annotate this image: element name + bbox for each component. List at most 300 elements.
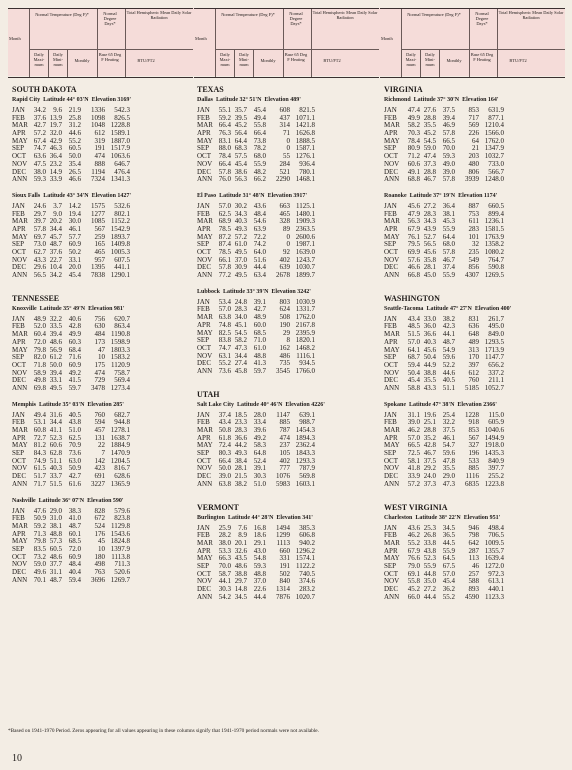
cell-solar-radiation: 1248.0 bbox=[484, 175, 504, 184]
cell-daily-max: 72.0 bbox=[33, 337, 46, 346]
cell-heating-degree-days: 92 bbox=[283, 248, 290, 256]
cell-daily-max: 57.0 bbox=[407, 337, 420, 346]
cell-daily-max: 88.0 bbox=[218, 144, 231, 153]
station-table bbox=[197, 412, 375, 489]
cell-heating-degree-days: 165 bbox=[94, 240, 105, 249]
header-normal-degree-days: Normal Degree Days* bbox=[475, 11, 489, 26]
station-name: Memphis bbox=[12, 401, 36, 408]
cell-monthly: 60.3 bbox=[68, 337, 81, 346]
cell-daily-max: 83.5 bbox=[33, 544, 46, 553]
cell-monthly: 74.2 bbox=[253, 240, 266, 249]
cell-solar-radiation: 1030.7 bbox=[295, 263, 315, 272]
cell-daily-max: 58.8 bbox=[407, 383, 420, 392]
cell-heating-degree-days: 259 bbox=[94, 232, 105, 241]
table-row bbox=[12, 577, 190, 585]
cell-daily-min: 20.2 bbox=[49, 217, 62, 226]
cell-month: FEB bbox=[12, 209, 25, 218]
header-normal-temperature: Normal Temperature (Deg F)* bbox=[221, 12, 275, 17]
cell-solar-radiation: 520.6 bbox=[114, 568, 130, 576]
header-divider bbox=[439, 49, 440, 77]
cell-heating-degree-days: 101 bbox=[468, 232, 479, 241]
cell-month: SEP bbox=[197, 240, 210, 249]
cell-month: MAY bbox=[197, 441, 213, 450]
header-divider bbox=[97, 9, 98, 77]
station-block bbox=[12, 192, 190, 280]
cell-solar-radiation: 780.1 bbox=[299, 167, 315, 176]
cell-heating-degree-days: 32 bbox=[472, 240, 479, 249]
cell-daily-max: 60.6 bbox=[407, 159, 420, 168]
cell-solar-radiation: 1918.0 bbox=[484, 441, 504, 450]
cell-month: DEC bbox=[384, 376, 398, 385]
cell-daily-min: 44.2 bbox=[234, 441, 247, 450]
cell-daily-max: 69.1 bbox=[407, 569, 420, 578]
cell-daily-max: 73.0 bbox=[33, 240, 46, 249]
cell-solar-radiation: 899.4 bbox=[488, 209, 504, 218]
cell-daily-max: 61.5 bbox=[33, 464, 46, 473]
cell-heating-degree-days: 6835 bbox=[465, 479, 479, 488]
cell-month: APR bbox=[384, 337, 398, 346]
cell-month: APR bbox=[12, 337, 26, 346]
cell-solar-radiation: 2395.9 bbox=[295, 328, 315, 337]
cell-solar-radiation: 440.1 bbox=[488, 585, 504, 593]
cell-month: MAR bbox=[12, 521, 28, 530]
cell-heating-degree-days: 887 bbox=[468, 201, 479, 210]
cell-solar-radiation: 1626.8 bbox=[295, 129, 315, 138]
cell-monthly: 68.0 bbox=[253, 152, 266, 161]
cell-solar-radiation: 682.7 bbox=[114, 410, 130, 419]
cell-daily-min: 49.5 bbox=[234, 271, 247, 280]
cell-solar-radiation: 639.1 bbox=[299, 410, 315, 419]
cell-month: DEC bbox=[197, 472, 211, 481]
cell-daily-min: 25.1 bbox=[423, 418, 436, 427]
cell-heating-degree-days: 131 bbox=[94, 433, 105, 442]
station-heading bbox=[197, 96, 375, 104]
cell-daily-max: 83.1 bbox=[218, 136, 231, 145]
header-daily-min: Daily Mini- mum bbox=[238, 52, 249, 67]
cell-solar-radiation: 733.0 bbox=[488, 159, 504, 168]
cell-daily-min: 34.3 bbox=[423, 217, 436, 226]
cell-daily-max: 61.8 bbox=[218, 433, 231, 442]
cell-monthly: 59.6 bbox=[442, 449, 455, 458]
station-latitude: Latitude 31° 48'N bbox=[219, 192, 265, 199]
cell-solar-radiation: 1296.2 bbox=[295, 546, 315, 555]
cell-monthly: 40.6 bbox=[68, 314, 81, 323]
cell-solar-radiation: 1893.7 bbox=[110, 232, 130, 241]
cell-daily-min: 49.5 bbox=[49, 383, 62, 392]
station-name: Lubbock bbox=[197, 288, 221, 295]
cell-monthly: 64.8 bbox=[253, 449, 266, 458]
cell-solar-radiation: 1763.9 bbox=[484, 232, 504, 241]
cell-heating-degree-days: 237 bbox=[279, 441, 290, 450]
cell-daily-max: 58.2 bbox=[407, 121, 420, 130]
cell-monthly: 63.9 bbox=[253, 224, 266, 233]
cell-daily-max: 66.1 bbox=[218, 255, 231, 264]
cell-monthly: 35.4 bbox=[68, 159, 81, 168]
cell-heating-degree-days: 105 bbox=[279, 449, 290, 458]
cell-month: NOV bbox=[197, 255, 213, 264]
cell-solar-radiation: 385.3 bbox=[299, 523, 315, 532]
station-heading bbox=[384, 514, 562, 522]
cell-monthly: 48.7 bbox=[442, 337, 455, 346]
cell-daily-max: 64.1 bbox=[407, 345, 420, 354]
station-latitude: Latitude 37° 19'N bbox=[409, 192, 456, 199]
cell-solar-radiation: 628.6 bbox=[114, 472, 130, 481]
cell-monthly: 59.6 bbox=[442, 353, 455, 362]
cell-month: OCT bbox=[384, 152, 398, 161]
cell-daily-min: 8.9 bbox=[238, 531, 247, 540]
cell-monthly: 38.2 bbox=[442, 314, 455, 323]
cell-heating-degree-days: 2678 bbox=[276, 271, 290, 280]
state-heading: VIRGINIA bbox=[384, 85, 423, 94]
cell-month: MAY bbox=[384, 345, 400, 354]
cell-daily-max: 57.0 bbox=[218, 305, 231, 314]
cell-month: APR bbox=[12, 224, 26, 233]
cell-solar-radiation: 1272.0 bbox=[484, 561, 504, 570]
cell-daily-max: 72.5 bbox=[407, 449, 420, 458]
cell-solar-radiation: 1236.1 bbox=[484, 217, 504, 226]
cell-daily-max: 76.1 bbox=[407, 232, 420, 241]
cell-daily-max: 47.6 bbox=[33, 506, 46, 515]
header-divider bbox=[234, 49, 235, 77]
cell-solar-radiation: 740.5 bbox=[299, 569, 315, 578]
cell-monthly: 62.5 bbox=[68, 433, 81, 442]
cell-daily-max: 81.2 bbox=[33, 441, 46, 450]
station-block bbox=[384, 192, 562, 280]
cell-heating-degree-days: 64 bbox=[472, 136, 479, 145]
cell-heating-degree-days: 885 bbox=[279, 418, 290, 427]
cell-month: JAN bbox=[384, 523, 397, 532]
cell-heating-degree-days: 648 bbox=[468, 330, 479, 339]
cell-daily-min: 59.0 bbox=[423, 144, 436, 153]
cell-heating-degree-days: 5983 bbox=[276, 479, 290, 488]
cell-monthly: 48.2 bbox=[253, 167, 266, 176]
cell-month: OCT bbox=[197, 248, 211, 256]
cell-heating-degree-days: 4590 bbox=[465, 592, 479, 601]
cell-daily-min: 39.4 bbox=[49, 330, 62, 339]
cell-month: SEP bbox=[197, 449, 210, 458]
cell-month: MAY bbox=[197, 554, 213, 563]
column-header-1 bbox=[8, 8, 193, 78]
cell-solar-radiation: 1762.0 bbox=[295, 313, 315, 322]
cell-solar-radiation: 646.7 bbox=[114, 159, 130, 168]
cell-monthly: 37.5 bbox=[442, 426, 455, 434]
cell-daily-min: 52.7 bbox=[423, 232, 436, 241]
cell-monthly: 35.5 bbox=[442, 464, 455, 473]
cell-daily-min: 46.7 bbox=[423, 175, 436, 184]
cell-daily-max: 52.0 bbox=[33, 322, 46, 331]
cell-daily-max: 78.4 bbox=[218, 152, 231, 161]
cell-solar-radiation: 1269.7 bbox=[110, 575, 130, 584]
cell-daily-min: 24.8 bbox=[234, 297, 247, 306]
header-divider bbox=[67, 49, 68, 77]
cell-solar-radiation: 1052.7 bbox=[484, 383, 504, 392]
cell-month: OCT bbox=[197, 152, 211, 161]
cell-month: OCT bbox=[12, 248, 26, 256]
cell-solar-radiation: 1494.9 bbox=[484, 433, 504, 442]
cell-monthly: 60.9 bbox=[68, 552, 81, 561]
cell-solar-radiation: 944.8 bbox=[114, 418, 130, 427]
cell-daily-max: 76.3 bbox=[218, 129, 231, 138]
cell-daily-min: 37.3 bbox=[423, 159, 436, 168]
cell-heating-degree-days: 1299 bbox=[276, 531, 290, 540]
cell-monthly: 51.6 bbox=[253, 255, 266, 264]
cell-monthly: 30.0 bbox=[68, 217, 81, 226]
cell-daily-min: 3.7 bbox=[53, 201, 62, 210]
cell-monthly: 48.8 bbox=[253, 351, 266, 360]
cell-monthly: 55.9 bbox=[253, 159, 266, 168]
cell-monthly: 78.2 bbox=[253, 144, 266, 153]
cell-solar-radiation: 1468.2 bbox=[295, 343, 315, 352]
cell-heating-degree-days: 22 bbox=[98, 441, 105, 450]
cell-solar-radiation: 1887.0 bbox=[110, 136, 130, 145]
cell-heating-degree-days: 3227 bbox=[91, 479, 105, 488]
cell-monthly: 42.3 bbox=[442, 322, 455, 331]
station-heading bbox=[384, 401, 562, 409]
cell-daily-max: 58.1 bbox=[407, 456, 420, 465]
cell-daily-max: 41.8 bbox=[407, 464, 420, 473]
cell-month: MAR bbox=[384, 538, 400, 547]
cell-daily-max: 70.0 bbox=[218, 561, 231, 570]
cell-heating-degree-days: 190 bbox=[279, 320, 290, 329]
cell-month: MAR bbox=[197, 217, 213, 226]
cell-daily-max: 55.2 bbox=[218, 359, 231, 368]
cell-heating-degree-days: 457 bbox=[94, 426, 105, 434]
header-normal-temperature: Normal Temperature (Deg F)* bbox=[35, 12, 89, 17]
column-header-3 bbox=[380, 8, 565, 78]
cell-solar-radiation: 1480.1 bbox=[295, 209, 315, 218]
cell-monthly: 44.6 bbox=[68, 129, 81, 138]
cell-monthly: 64.0 bbox=[253, 248, 266, 256]
cell-monthly: 48.8 bbox=[253, 569, 266, 578]
cell-month: ANN bbox=[197, 592, 213, 601]
cell-monthly: 49.0 bbox=[442, 159, 455, 168]
station-name: Richmond bbox=[384, 97, 411, 103]
table-row bbox=[384, 176, 562, 184]
cell-solar-radiation: 1587.1 bbox=[295, 144, 315, 153]
cell-month: ANN bbox=[384, 271, 400, 280]
cell-daily-min: 45.2 bbox=[234, 121, 247, 130]
cell-daily-max: 79.8 bbox=[33, 537, 46, 546]
cell-daily-max: 60.4 bbox=[33, 330, 46, 339]
header-base-65: Base 65 Deg F Heating bbox=[284, 52, 308, 62]
cell-daily-min: 55.9 bbox=[423, 561, 436, 570]
cell-daily-max: 49.8 bbox=[33, 376, 46, 385]
cell-solar-radiation: 2363.5 bbox=[295, 224, 315, 233]
cell-solar-radiation: 607.5 bbox=[114, 255, 130, 264]
cell-heating-degree-days: 3696 bbox=[91, 575, 105, 584]
station-name: Spokane bbox=[384, 401, 407, 408]
cell-daily-min: 28.3 bbox=[234, 426, 247, 434]
station-latitude: Latitude 38° 22'N bbox=[415, 514, 461, 521]
cell-month: OCT bbox=[197, 456, 211, 465]
state-heading: TEXAS bbox=[197, 85, 224, 94]
cell-month: MAY bbox=[384, 232, 400, 241]
cell-month: DEC bbox=[12, 568, 26, 576]
cell-monthly: 44.4 bbox=[253, 592, 266, 601]
cell-daily-min: 37.0 bbox=[234, 255, 247, 264]
cell-daily-min: 28.8 bbox=[423, 426, 436, 434]
cell-monthly: 38.3 bbox=[68, 506, 81, 515]
cell-daily-max: 59.0 bbox=[33, 560, 46, 569]
cell-solar-radiation: 1243.7 bbox=[295, 255, 315, 264]
station-elevation: Elevation 489' bbox=[264, 97, 301, 103]
cell-month: MAY bbox=[12, 345, 28, 354]
cell-heating-degree-days: 480 bbox=[468, 159, 479, 168]
cell-solar-radiation: 823.8 bbox=[114, 514, 130, 523]
cell-month: ANN bbox=[384, 383, 400, 392]
cell-solar-radiation: 569.8 bbox=[299, 472, 315, 481]
cell-daily-max: 57.0 bbox=[218, 201, 231, 210]
cell-solar-radiation: 1435.3 bbox=[484, 449, 504, 458]
cell-heating-degree-days: 806 bbox=[468, 167, 479, 176]
cell-solar-radiation: 1543.6 bbox=[110, 529, 130, 538]
header-base-65: Base 65 Deg F Heating bbox=[98, 52, 122, 62]
cell-solar-radiation: 1397.9 bbox=[110, 544, 130, 553]
cell-solar-radiation: 1123.3 bbox=[485, 592, 504, 601]
station-table bbox=[384, 107, 562, 184]
station-name: Nashville bbox=[12, 497, 36, 504]
cell-monthly: 46.1 bbox=[442, 433, 455, 442]
cell-monthly: 47.3 bbox=[442, 479, 455, 488]
cell-daily-max: 45.2 bbox=[407, 585, 420, 593]
cell-daily-max: 53.3 bbox=[218, 546, 231, 555]
station-block bbox=[197, 514, 375, 602]
cell-month: ANN bbox=[12, 479, 28, 488]
station-heading bbox=[12, 305, 190, 313]
cell-monthly: 71.6 bbox=[68, 353, 81, 362]
cell-monthly: 36.5 bbox=[442, 531, 455, 540]
cell-month: NOV bbox=[384, 159, 400, 168]
cell-month: MAY bbox=[12, 136, 28, 145]
cell-monthly: 55.9 bbox=[442, 271, 455, 280]
column-header-2 bbox=[194, 8, 379, 78]
cell-daily-max: 63.6 bbox=[33, 152, 46, 161]
cell-daily-min: 42.8 bbox=[423, 441, 436, 450]
cell-month: OCT bbox=[197, 569, 211, 578]
station-latitude: Latitude 35° 49'N bbox=[39, 305, 86, 312]
header-divider bbox=[469, 9, 470, 77]
cell-solar-radiation: 1276.1 bbox=[295, 152, 315, 161]
cell-daily-min: 13.9 bbox=[49, 113, 62, 122]
cell-month: ANN bbox=[12, 175, 28, 184]
cell-monthly: 36.2 bbox=[442, 585, 455, 593]
station-latitude: Latitude 33° 39'N bbox=[223, 288, 269, 295]
cell-daily-min: 40.3 bbox=[49, 464, 62, 473]
cell-monthly: 44.5 bbox=[442, 538, 455, 547]
cell-month: APR bbox=[384, 433, 398, 442]
cell-monthly: 42.7 bbox=[68, 472, 81, 481]
cell-solar-radiation: 1581.5 bbox=[484, 224, 504, 233]
cell-solar-radiation: 441.1 bbox=[114, 263, 130, 272]
cell-daily-min: 43.9 bbox=[423, 224, 436, 233]
cell-heating-degree-days: 8 bbox=[286, 336, 290, 345]
cell-month: NOV bbox=[12, 255, 28, 264]
cell-daily-min: 33.1 bbox=[49, 376, 62, 385]
station-table bbox=[384, 203, 562, 280]
cell-daily-max: 60.8 bbox=[33, 426, 46, 434]
cell-month: MAY bbox=[197, 232, 213, 241]
cell-daily-min: 34.5 bbox=[234, 592, 247, 601]
cell-daily-max: 49.4 bbox=[33, 410, 46, 419]
station-block bbox=[384, 401, 562, 489]
cell-heating-degree-days: 569 bbox=[468, 121, 479, 130]
cell-monthly: 68.5 bbox=[253, 328, 266, 337]
cell-heating-degree-days: 331 bbox=[279, 554, 290, 563]
cell-month: NOV bbox=[197, 464, 213, 473]
cell-solar-radiation: 1899.7 bbox=[295, 271, 315, 280]
station-name: Knoxville bbox=[12, 305, 37, 312]
cell-heating-degree-days: 957 bbox=[94, 255, 105, 264]
cell-month: MAY bbox=[12, 537, 28, 546]
cell-month: NOV bbox=[197, 159, 213, 168]
cell-daily-min: 21.5 bbox=[234, 472, 247, 481]
cell-daily-max: 77.2 bbox=[218, 271, 231, 280]
cell-daily-max: 59.2 bbox=[218, 113, 231, 122]
cell-solar-radiation: 1843.3 bbox=[295, 449, 315, 458]
cell-solar-radiation: 1820.1 bbox=[295, 336, 315, 345]
cell-daily-max: 57.6 bbox=[407, 255, 420, 264]
cell-heating-degree-days: 287 bbox=[468, 546, 479, 555]
cell-month: OCT bbox=[384, 456, 398, 465]
cell-month: OCT bbox=[384, 248, 398, 256]
cell-daily-min: 45.6 bbox=[423, 248, 436, 256]
station-latitude: Latitude 40° 46'N bbox=[237, 401, 283, 408]
cell-heating-degree-days: 760 bbox=[94, 410, 105, 419]
cell-daily-max: 57.2 bbox=[33, 129, 46, 138]
cell-month: FEB bbox=[197, 113, 210, 122]
cell-monthly: 42.7 bbox=[253, 305, 266, 314]
cell-month: NOV bbox=[384, 368, 400, 377]
cell-monthly: 60.5 bbox=[68, 144, 81, 153]
cell-month: ANN bbox=[384, 175, 400, 184]
cell-daily-max: 29.6 bbox=[33, 263, 46, 272]
cell-heating-degree-days: 893 bbox=[468, 585, 479, 593]
cell-daily-max: 45.6 bbox=[407, 201, 420, 210]
cell-daily-max: 46.2 bbox=[407, 531, 420, 540]
cell-daily-min: 62.8 bbox=[49, 449, 62, 458]
cell-monthly: 55.2 bbox=[442, 592, 455, 601]
cell-month: FEB bbox=[384, 113, 397, 122]
cell-daily-max: 25.9 bbox=[218, 523, 231, 532]
cell-monthly: 59.7 bbox=[253, 366, 266, 375]
cell-solar-radiation: 569.4 bbox=[114, 376, 130, 385]
cell-heating-degree-days: 831 bbox=[468, 314, 479, 323]
cell-monthly: 48.7 bbox=[68, 521, 81, 530]
cell-daily-min: 57.2 bbox=[234, 232, 247, 241]
table-row bbox=[12, 385, 190, 393]
cell-daily-min: 14.8 bbox=[234, 585, 247, 593]
cell-heating-degree-days: 624 bbox=[279, 305, 290, 314]
cell-heating-degree-days: 283 bbox=[468, 224, 479, 233]
header-daily-max: Daily Maxi- mum bbox=[405, 52, 417, 67]
cell-heating-degree-days: 642 bbox=[468, 538, 479, 547]
cell-heating-degree-days: 0 bbox=[286, 144, 290, 153]
station-elevation: Elevation 3917' bbox=[267, 192, 308, 199]
cell-heating-degree-days: 162 bbox=[279, 343, 290, 352]
cell-daily-max: 31.1 bbox=[407, 410, 420, 419]
header-rule bbox=[29, 49, 125, 50]
cell-daily-max: 79.5 bbox=[407, 240, 420, 249]
cell-monthly: 55.8 bbox=[253, 121, 266, 130]
cell-heating-degree-days: 508 bbox=[279, 313, 290, 322]
cell-month: ANN bbox=[384, 479, 400, 488]
cell-month: FEB bbox=[384, 322, 397, 331]
cell-heating-degree-days: 7838 bbox=[91, 271, 105, 280]
cell-heating-degree-days: 474 bbox=[279, 433, 290, 442]
cell-daily-max: 33.9 bbox=[407, 472, 420, 481]
cell-month: DEC bbox=[384, 167, 398, 176]
data-column-3 bbox=[384, 84, 562, 615]
